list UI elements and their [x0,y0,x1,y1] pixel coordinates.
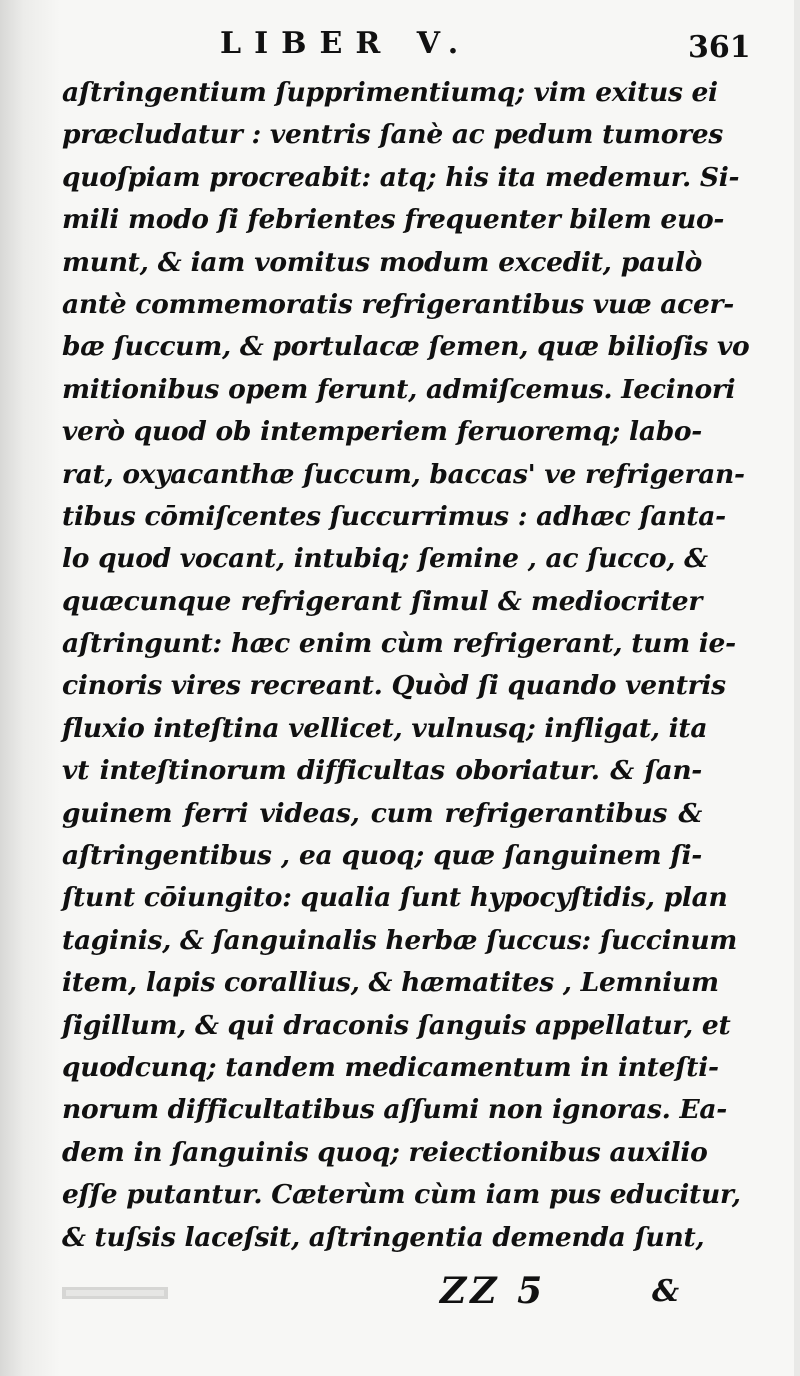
text-line: præcludatur : ventris ſanè ac pedum tumores [62,119,723,151]
page-edge [794,0,800,1376]
page-footer [0,1270,800,1340]
text-line: taginis, & ſanguinalis herbæ ſuccus: ſuccinum [62,924,738,956]
signature-mark: ZZ 5 [440,1270,547,1312]
text-line: item, lapis corallius, & hæmatites , Lemnium [62,967,719,999]
text-line: mitionibus opem ferunt, admiſcemus. Iecinori [62,373,736,405]
text-line: aſtringunt: hæc enim cùm refrigerant, tum ie- [62,628,736,660]
text-line: antè commemoratis refrigerantibus vuæ acer- [62,288,734,320]
text-line: aſtringentium ſupprimentiumq; vim exitus ei [62,77,718,108]
text-line: tibus cōmiſcentes ſuccurrimus : adhæc ſanta- [62,500,726,532]
text-line: quoſpiam procreabit: atq; his ita medemur. Si- [62,161,740,193]
text-line: guinem ferri videas, cum refrigerantibus & [62,797,702,829]
text-line: eſſe putantur. Cæterùm cùm iam pus educitur, [62,1179,741,1211]
page-header [0,22,800,72]
page-gutter-shadow [0,0,60,1376]
text-line: norum difficultatibus aſſumi non ignoras. Ea- [62,1094,727,1126]
text-line: mili modo ſi febrientes frequenter bilem euo- [62,204,725,236]
text-line: ſtunt cōiungito: qualia ſunt hypocyſtidis, plan [62,882,728,914]
text-line: dem in ſanguinis quoq; reiectionibus auxilio [62,1136,708,1168]
text-line: quæcunque refrigerant ſimul & mediocriter [62,585,702,617]
body-text [62,72,750,1259]
text-line: rat, oxyacanthæ ſuccum, baccas' ve refrigeran- [62,458,745,490]
catchword: & [652,1274,680,1309]
text-line: aſtringentibus , ea quoq; quæ ſanguinem ſi- [62,840,702,872]
text-line: ſigillum, & qui draconis ſanguis appellatur, et [62,1009,731,1041]
text-line: fluxio inteſtina vellicet, vulnusq; infligat, ita [62,712,708,744]
text-line: munt, & iam vomitus modum excedit, paulò [62,246,702,278]
text-line: vt inteſtinorum difficultas oboriatur. & ſan- [62,755,702,787]
text-line: cinoris vires recreant. Quòd ſi quando ventris [62,670,726,702]
text-line: & tuſsis laceſsit, aſtringentia demenda ſunt, [62,1221,705,1253]
page-number: 361 [688,30,751,65]
text-line: verò quod ob intemperiem feruoremq; labo- [62,416,702,448]
text-line: lo quod vocant, intubiq; ſemine , ac ſucco, & [62,543,708,575]
library-stamp-mark [60,1282,170,1304]
running-head: LIBER V. [220,26,472,61]
text-line: bæ ſuccum, & portulacæ ſemen, quæ bilioſis vo [62,331,750,363]
text-line: quodcunq; tandem medicamentum in inteſti- [62,1051,719,1083]
